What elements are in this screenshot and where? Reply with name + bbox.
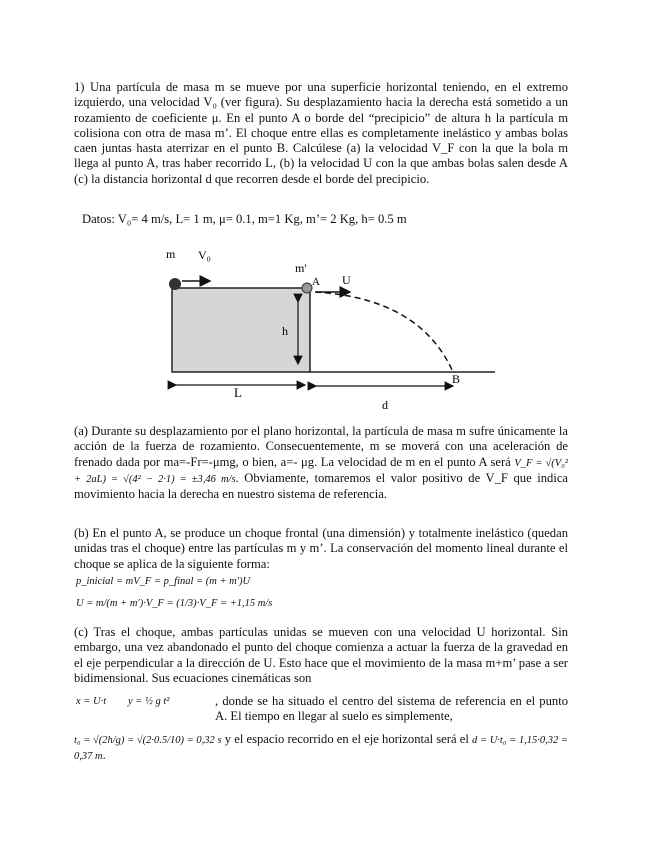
- solution-c-final: [74, 732, 568, 765]
- solution-c-end: .: [102, 748, 106, 763]
- equation-d: d = U·t₀ = 1,15·0,32 = 0,37 m: [74, 735, 569, 763]
- label-b: B: [452, 372, 461, 386]
- label-m: m: [166, 247, 176, 261]
- solution-c-text2: , donde se ha situado el centro del sistema de referencia en el punto A. El tiempo en llegar al suelo es simplemente,: [215, 694, 568, 724]
- equation-vf: V_F = √(V₀² + 2aL) = √(4² − 2·1) = ±3,46 m/s: [74, 457, 568, 485]
- figure-diagram: [150, 240, 510, 415]
- trajectory-curve: [315, 292, 453, 372]
- solution-a: [74, 424, 568, 502]
- ball-m: [169, 278, 181, 290]
- equation-momentum: p_inicial = mV_F = p_final = (m + m′)U: [76, 576, 251, 587]
- label-mprime: m': [295, 261, 307, 275]
- label-a: A: [312, 276, 320, 288]
- equation-y: y = ½ g t²: [128, 696, 170, 707]
- problem-data: Datos: V₀= 4 m/s, L= 1 m, μ= 0.1, m=1 Kg, m’= 2 Kg, h= 0.5 m: [82, 212, 407, 226]
- solution-c: (c) Tras el choque, ambas partículas unidas se mueven con una velocidad U horizontal. Sin embargo, una vez abandonado el punto del choque comienza a actuar la fuerza de la gravedad en el eje perpendicular a la dirección de U. Esto hace que el movimiento de la masa m+m’ pase a ser bidimensional. Sus ecuaciones cinemáticas son: [74, 625, 568, 685]
- label-v0: V₀: [198, 248, 211, 262]
- block: [172, 288, 310, 372]
- ball-mprime: [302, 283, 312, 293]
- equation-x: x = U·t: [76, 696, 107, 707]
- solution-a-text1: (a) Durante su desplazamiento por el plano horizontal, la partícula de masa m sufre únicamente la acción de la fuerza de rozamiento. Consecuentemente, m se moverá con una aceleración de frenado dada por ma=-Fr=-μmg, o bien, a=- μg. La velocidad de m en el punto A será: [74, 424, 568, 469]
- label-d: d: [382, 398, 388, 412]
- solution-c-text4: y el espacio recorrido en el eje horizontal será el: [224, 732, 469, 746]
- label-u: U: [342, 273, 351, 287]
- problem-statement: 1) Una partícula de masa m se mueve por una superficie horizontal teniendo, en el extremo izquierdo, una velocidad V₀ (ver figura). Su desplazamiento hacia la derecha está sometido a un rozamiento de coeficiente μ. En el punto A o borde del “precipicio” de altura h la partícula m colisiona con otra de masa m’. El choque entre ellas es completamente inelástico y ambas bolas caen juntas hasta aterrizar en el punto B. Calcúlese (a) la velocidad V_F con la que la bola m llega al punto A, tras haber recorrido L, (b) la velocidad U con la que ambas bolas salen desde A (c) la distancia horizontal d que recorren desde el borde del precipicio.: [74, 80, 568, 186]
- solution-b: (b) En el punto A, se produce un choque frontal (una dimensión) y totalmente inelástico (quedan unidas tras el choque) entre las partículas m y m’. La conservación del momento lineal durante el choque se aplica de la siguiente forma:: [74, 526, 568, 571]
- label-h: h: [282, 324, 288, 338]
- solution-a-text2: . Obviamente, tomaremos el valor positivo de V_F que indica movimiento hacia la derecha en nuestro sistema de referencia.: [74, 470, 568, 502]
- label-l: L: [234, 385, 242, 400]
- equation-u: U = m/(m + m′)·V_F = (1/3)·V_F = +1,15 m/s: [76, 598, 273, 609]
- equation-t0: t₀ = √(2h/g) = √(2·0.5/10) = 0,32 s: [74, 735, 222, 746]
